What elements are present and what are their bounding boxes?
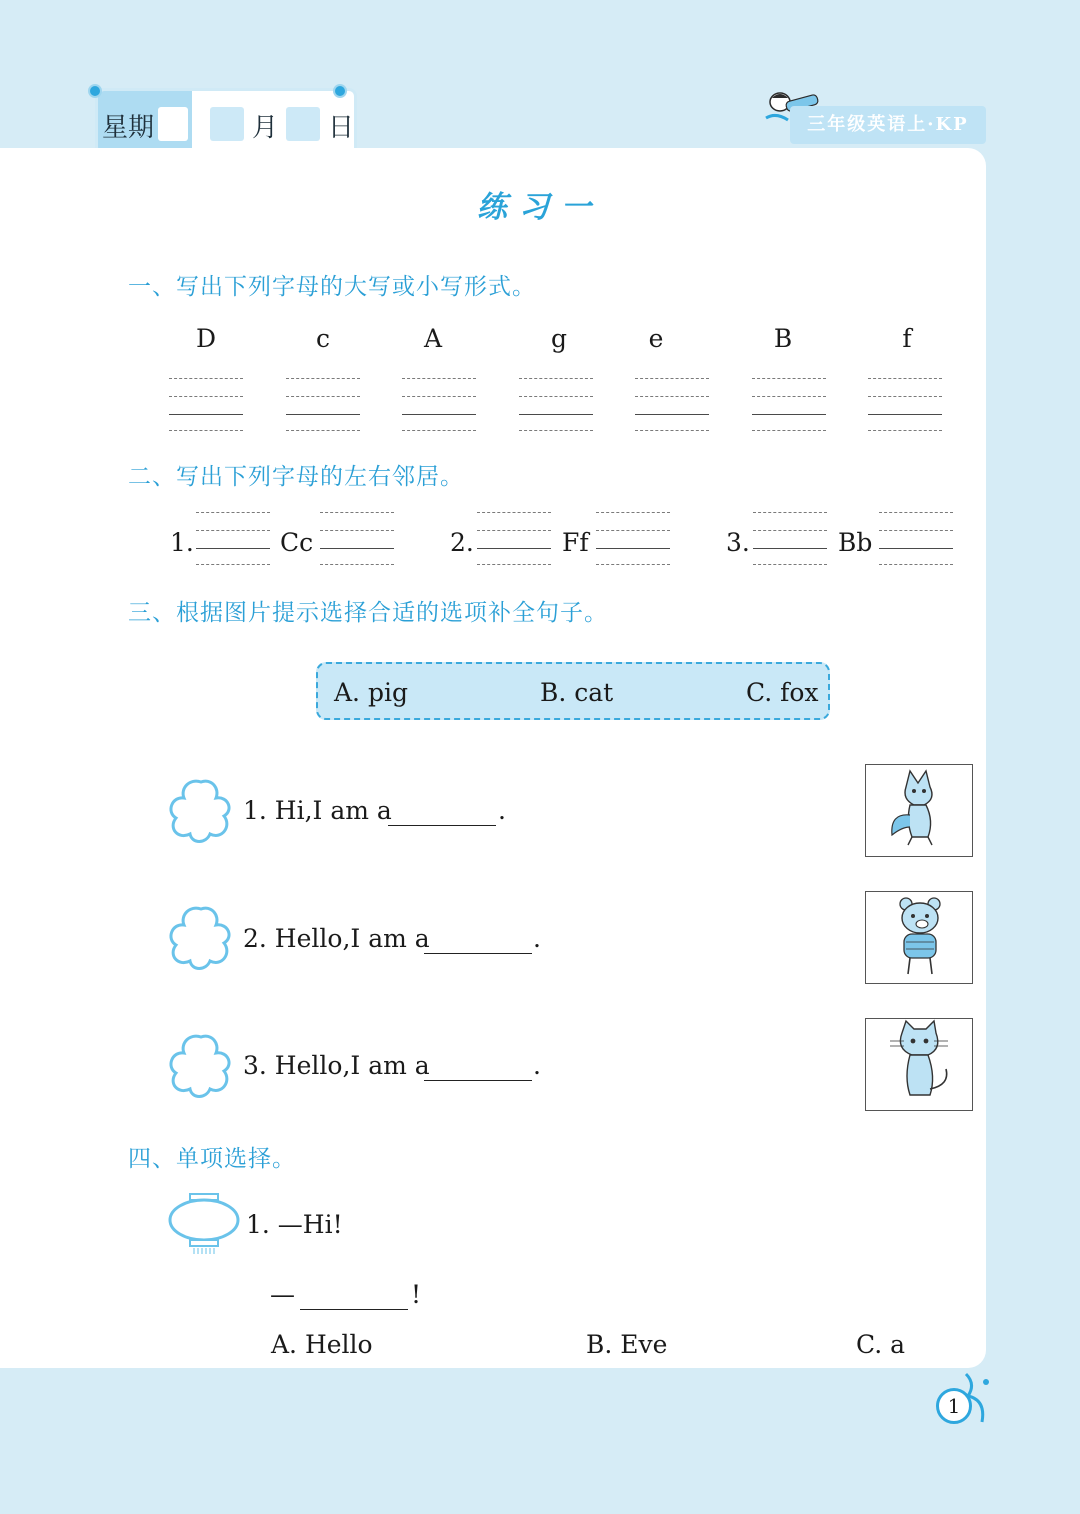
sentence-1-suffix: .: [498, 796, 506, 825]
letter-prompt: A: [423, 324, 443, 353]
pig-icon: [866, 892, 971, 982]
writing-lines[interactable]: [519, 374, 593, 434]
pig-picture: [865, 891, 973, 984]
options-box: [316, 662, 830, 720]
question-1-line1: 1. —Hi!: [246, 1210, 343, 1239]
weekday-box[interactable]: [158, 107, 188, 141]
letter-prompt: f: [902, 324, 912, 353]
sentence-3-prefix: 3. Hello,I am a: [243, 1051, 430, 1080]
writing-lines[interactable]: [320, 508, 394, 568]
sentence-3-blank[interactable]: [424, 1055, 532, 1081]
choice-b[interactable]: B. Eve: [586, 1330, 668, 1359]
letter-prompt: g: [550, 324, 567, 353]
choice-a[interactable]: A. Hello: [271, 1330, 373, 1359]
letter-prompt: c: [315, 324, 330, 353]
writing-lines[interactable]: [753, 508, 827, 568]
section-1-heading: 一、写出下列字母的大写或小写形式。: [128, 274, 536, 300]
lantern-icon: [166, 1192, 242, 1256]
neighbor-item-number: 1.: [170, 528, 194, 557]
neighbor-item-letter: Ff: [562, 528, 589, 557]
writing-lines[interactable]: [879, 508, 953, 568]
pin-left-icon: [88, 84, 102, 98]
letter-prompt: e: [648, 324, 664, 353]
option-a: A. pig: [334, 678, 408, 707]
writing-lines[interactable]: [169, 374, 243, 434]
neighbor-item-number: 2.: [450, 528, 474, 557]
page-number: 1: [936, 1388, 972, 1424]
neighbor-item-number: 3.: [726, 528, 750, 557]
writing-lines[interactable]: [477, 508, 551, 568]
splash-icon: [956, 1370, 996, 1426]
writing-lines[interactable]: [635, 374, 709, 434]
letter-prompt: B: [773, 324, 793, 353]
writing-lines[interactable]: [596, 508, 670, 568]
question-1-end: !: [411, 1280, 422, 1309]
letter-prompt: D: [195, 324, 217, 353]
section-4-heading: 四、单项选择。: [128, 1146, 296, 1172]
day-label: 日: [328, 113, 355, 143]
month-box[interactable]: [210, 107, 244, 141]
cat-picture: [865, 1018, 973, 1111]
fox-picture: [865, 764, 973, 857]
flower-icon: [166, 1031, 236, 1101]
option-b: B. cat: [540, 678, 614, 707]
sentence-2-blank[interactable]: [424, 928, 532, 954]
month-label: 月: [252, 113, 279, 143]
sentence-1-blank[interactable]: [388, 800, 496, 826]
writing-lines[interactable]: [868, 374, 942, 434]
grade-badge: 三年级英语上·KP: [790, 106, 986, 144]
flower-icon: [166, 903, 236, 973]
question-1-blank[interactable]: [300, 1284, 408, 1310]
cat-icon: [866, 1019, 971, 1109]
pin-right-icon: [333, 84, 347, 98]
section-2-heading: 二、写出下列字母的左右邻居。: [128, 464, 464, 490]
flower-icon: [166, 776, 236, 846]
writing-lines[interactable]: [752, 374, 826, 434]
sentence-2-prefix: 2. Hello,I am a: [243, 924, 430, 953]
weekday-label: 星期: [102, 113, 155, 143]
fox-icon: [866, 765, 971, 855]
option-c: C. fox: [746, 678, 819, 707]
sentence-1-prefix: 1. Hi,I am a: [243, 796, 392, 825]
neighbor-item-letter: Bb: [838, 528, 873, 557]
neighbor-item-letter: Cc: [280, 528, 314, 557]
sentence-2-suffix: .: [533, 924, 541, 953]
choice-c[interactable]: C. a: [856, 1330, 906, 1359]
page-title: 练习一: [477, 190, 603, 225]
date-tab: [95, 88, 357, 156]
sentence-3-suffix: .: [533, 1051, 541, 1080]
day-box[interactable]: [286, 107, 320, 141]
question-1-dash: —: [270, 1280, 295, 1309]
section-3-heading: 三、根据图片提示选择合适的选项补全句子。: [128, 600, 608, 626]
worksheet-sheet: [0, 148, 986, 1368]
writing-lines[interactable]: [402, 374, 476, 434]
writing-lines[interactable]: [196, 508, 270, 568]
writing-lines[interactable]: [286, 374, 360, 434]
